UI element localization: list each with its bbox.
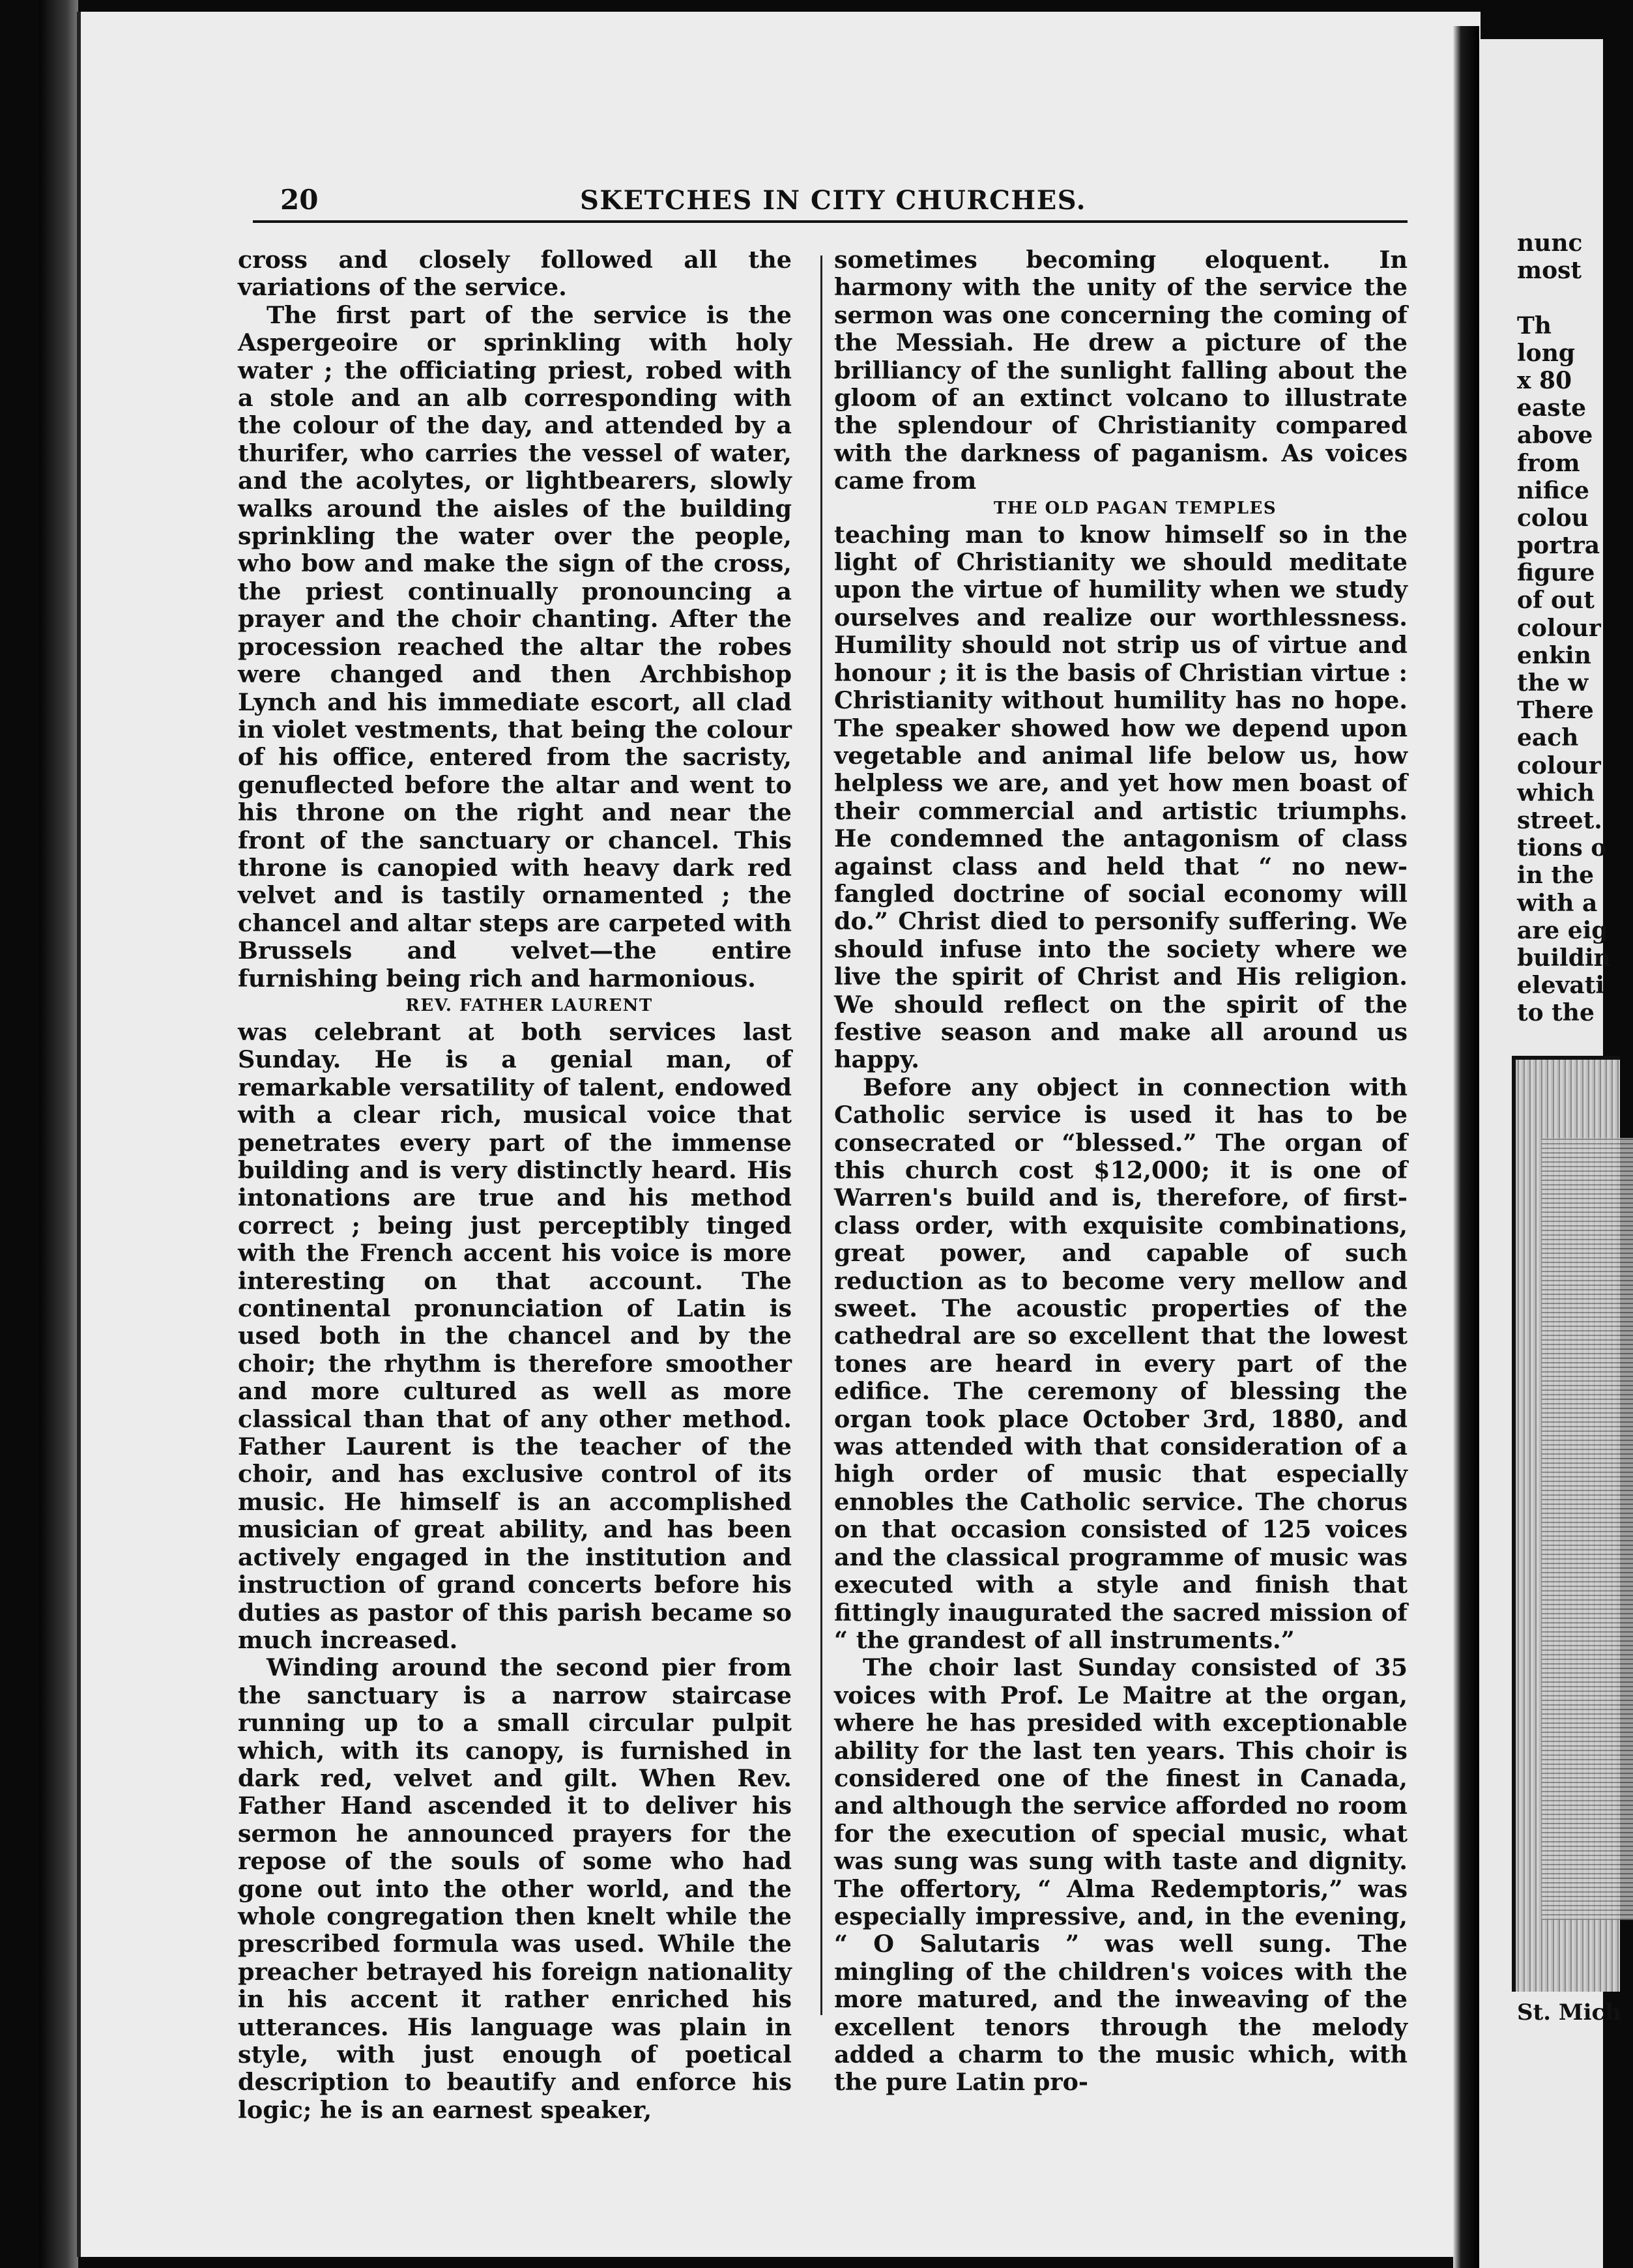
- paragraph: Before any object in connection with Catholic service is used it has to be consecrated or “blessed.” The organ of this church cost $12,000; it is one of Warren's build and is, therefore, of first-class order, with exquisite combinations, great power, and capable of such reduction as to become very mellow and sweet. The acoustic properties of the cathedral are so excellent that the lowest tones are heard in every part of the edifice. The ceremony of blessing the organ took place October 3rd, 1880, and was attended with that consideration of a high order of music that especially ennobles the Catholic service. The chorus on that occasion consisted of 125 voices and the classical programme of music was executed with a style and finish that fittingly inaugurated the sacred mission of “ the grandest of all instruments.”: [834, 1073, 1408, 1654]
- facing-page-line: [1517, 284, 1611, 312]
- facing-page-line: from: [1517, 449, 1580, 477]
- paragraph: The choir last Sunday consisted of 35 voices with Prof. Le Maitre at the organ, where he has presided with exceptionable ability for the last ten years. This choir is considered one of the finest in Canada, and although the service afforded no room for the execution of special music, what was sung was sung with taste and dignity. The offertory, “ Alma Redemptoris,” was especially impressive, and, in the evening, “ O Salutaris ” was well sung. The mingling of the children's voices with the more matured, and the inweaving of the excellent tenors through the melody added a charm to the music which, with the pure Latin pro-: [834, 1653, 1408, 2097]
- facing-page-line: easte: [1517, 394, 1587, 422]
- facing-page-line: with a: [1517, 889, 1598, 917]
- right-column: [834, 246, 1408, 2097]
- facing-page-line: x 80: [1517, 366, 1572, 394]
- facing-page-line: nifice: [1517, 476, 1589, 504]
- church-illustration: [1512, 1056, 1620, 1992]
- facing-page-line: above: [1517, 422, 1593, 450]
- facing-page-line: which: [1517, 779, 1595, 807]
- paragraph: The first part of the service is the Aspergeoire or sprinkling with holy water ; the officiating priest, robed with a stole and an alb corresponding with the colour of the day, and attended by a thurifer, who carries the vessel of water, and the acolytes, or lightbearers, slowly walks around the aisles of the building sprinkling the water over the people, who bow and make the sign of the cross, the priest continually pronouncing a prayer and the choir chanting. After the procession reached the altar the robes were changed and then Archbishop Lynch and his immediate escort, all clad in violet vestments, that being the colour of his office, entered from the sacristy, genuflected before the altar and went to his throne on the right and near the front of the sanctuary or chancel. This throne is canopied with heavy dark red velvet and is tastily ornamented ; the chancel and altar steps are carpeted with Brussels and velvet—the entire furnishing being rich and harmonious.: [238, 300, 792, 993]
- page-edge-shadow: [39, 0, 78, 2268]
- facing-page-line: colour: [1517, 614, 1601, 642]
- facing-page-line: are eig: [1517, 916, 1608, 944]
- book-gutter: [1453, 26, 1479, 2268]
- page-number: 20: [280, 184, 319, 216]
- illustration-caption: St. Mich: [1517, 1999, 1621, 2026]
- paragraph: cross and closely followed all the variations of the service.: [238, 246, 792, 302]
- facing-page: [1479, 39, 1621, 2268]
- section-subhead: REV. FATHER LAURENT: [405, 995, 653, 1015]
- facing-page-line: colour: [1517, 751, 1601, 779]
- facing-page-line: enkin: [1517, 641, 1591, 669]
- facing-page-line: portra: [1517, 532, 1600, 560]
- column-rule: [820, 255, 822, 2015]
- paragraph: teaching man to know himself so in the light of Christianity we should meditate upon the virtue of humility when we study ourselves and realize our worthlessness. Humility should not strip us of virtue and honour ; it is the basis of Christian virtue : Christianity without humility has no hope. The speaker showed how we depend upon vegetable and animal life below us, how helpless we are, and yet how men boast of their commercial and artistic triumphs. He condemned the antagonism of class against class and held that “ no new-fangled doctrine of social economy will do.” Christ died to personify suffering. We should infuse into the society where we live the spirit of Christ and His religion. We should reflect on the spirit of the festive season and make all around us happy.: [834, 520, 1408, 1074]
- facing-page-line: buildin: [1517, 944, 1611, 972]
- facing-page-line: Th: [1517, 312, 1552, 340]
- section-subhead: THE OLD PAGAN TEMPLES: [993, 498, 1277, 518]
- paragraph: sometimes becoming eloquent. In harmony with the unity of the service the sermon was one concerning the coming of the Messiah. He drew a picture of the brilliancy of the sunlight falling about the gloom of an extinct volcano to illustrate the splendour of Christianity compared with the darkness of paganism. As voices came from: [834, 246, 1408, 495]
- illustration-hatching: [1542, 1138, 1633, 1920]
- facing-page-line: nunc: [1517, 229, 1583, 257]
- facing-page-line: each: [1517, 724, 1579, 752]
- paragraph: Winding around the second pier from the sanctuary is a narrow staircase running up to a small circular pulpit which, with its canopy, is furnished in dark red, velvet and gilt. When Rev. Father Hand ascended it to deliver his sermon he announced prayers for the repose of the souls of some who had gone out into the other world, and the whole congregation then knelt while the prescribed formula was used. While the preacher betrayed his foreign nationality in his accent it rather enriched his utterances. His language was plain in style, with just enough of poetical description to beautify and enforce his logic; he is an earnest speaker,: [238, 1653, 792, 2124]
- facing-page-line: tions o: [1517, 834, 1607, 862]
- paragraph: was celebrant at both services last Sunday. He is a genial man, of remarkable versatility of talent, endowed with a clear rich, musical voice that penetrates every part of the immense building and is very distinctly heard. His intonations are true and his method correct ; being just perceptibly tinged with the French accent his voice is more interesting on that account. The continental pronunciation of Latin is used both in the chancel and by the choir; the rhythm is therefore smoother and more cultured as well as more classical than that of any other method. Father Laurent is the teacher of the choir, and has exclusive control of its music. He himself is an accomplished musician of great ability, and has been actively engaged in the institution and instruction of grand concerts before his duties as pastor of this parish became so much increased.: [238, 1017, 792, 1654]
- facing-page-line: to the: [1517, 999, 1595, 1027]
- header-rule: [253, 220, 1408, 223]
- facing-page-line: in the: [1517, 862, 1595, 890]
- facing-page-line: street.: [1517, 806, 1602, 834]
- facing-page-line: There: [1517, 697, 1594, 725]
- facing-page-line: long: [1517, 339, 1576, 367]
- running-title: SKETCHES IN CITY CHURCHES.: [580, 185, 1087, 216]
- facing-page-line: most: [1517, 257, 1582, 285]
- facing-page-text: [1517, 229, 1611, 1026]
- facing-page-line: figure: [1517, 559, 1595, 587]
- facing-page-line: of out: [1517, 587, 1595, 615]
- facing-page-line: colou: [1517, 504, 1589, 532]
- facing-page-line: elevati: [1517, 972, 1605, 1000]
- left-column: [238, 246, 792, 2124]
- running-head: [280, 184, 1453, 223]
- facing-page-line: the w: [1517, 669, 1589, 697]
